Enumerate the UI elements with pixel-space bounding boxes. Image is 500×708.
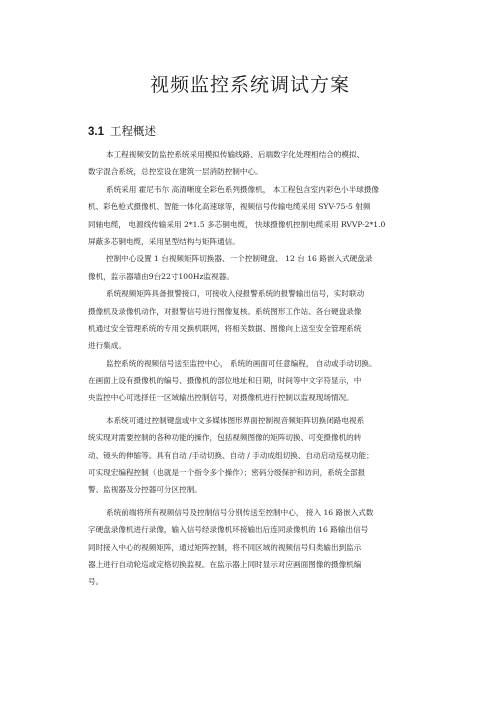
- text-line: 警、监视器及分控器可分区控制。: [88, 485, 202, 495]
- text-line: 摄像机及录像机动作，对报警信号进行图像复核。系统图形工作站、各台硬盘录像: [88, 306, 362, 316]
- text-line: 系统视频矩阵具备报警接口，可接收入侵报警系统的报警输出信号，实时联动: [106, 289, 365, 299]
- text-line: 屏蔽多芯铜电缆，采用星型结构与矩阵通信。: [88, 236, 240, 246]
- paragraph-front-end: [88, 504, 433, 591]
- text-line: 动、镜头的伸缩等。具有自动 /手动切换、自动 / 手动成组切换、自动启动巡视功能；: [88, 450, 374, 460]
- paragraph-overview: [88, 146, 433, 181]
- text-line: 监控系统的视频信号送至监控中心， 系统的画面可任意编程， 自动或手动切换。: [106, 358, 377, 368]
- text-line: 同时接入中心的视频矩阵，通过矩阵控制，将不同区域的视频信号归类输出到监示: [88, 542, 362, 552]
- text-line: 系统前端将所有视频信号及控制信号分别传送至控制中心， 接入 16 路嵌入式数: [106, 507, 374, 517]
- text-line: 数字混合系统，总控室设在建筑一层消防控制中心。: [88, 167, 263, 177]
- text-line: 进行集成。: [88, 341, 126, 351]
- section-title: 工程概述: [110, 124, 156, 138]
- text-line: 字硬盘录像机进行录像，输入信号经录像机环接输出后连同录像机的 16 路输出信号: [88, 525, 369, 535]
- paragraph-alarm: [88, 285, 433, 355]
- paragraph-cameras: [88, 181, 433, 251]
- text-line: 机、彩色枪式摄像机、智能一体化高速球等，视频信号传输电缆采用 SYV-75-5 射频: [88, 202, 371, 212]
- text-line: 系统采用 霍尼韦尔 高清晰度全彩色系列摄像机， 本工程包含室内彩色小半球摄像: [106, 184, 380, 194]
- text-line: 统实现对需要控制的各种功能的操作，包括视频图像的矩阵切换、可变摄像机的转: [88, 433, 362, 443]
- paragraph-control-center: [88, 250, 433, 285]
- document-title: 视频监控系统调试方案: [149, 74, 350, 96]
- text-line: 央监控中心可选择任一区域输出控制信号，对摄像机进行控制以监视现场情况。: [88, 393, 354, 403]
- text-line: 本系统可通过控制键盘或中文多媒体图形界面控制视音频矩阵切换闭路电视系: [106, 415, 365, 425]
- section-number: 3.1: [88, 126, 104, 138]
- text-line: 同轴电缆， 电源线传输采用 2*1.5 多芯铜电缆， 快球摄像机控制电缆采用 RVVP-2*1.0: [88, 219, 386, 229]
- text-line: 本工程视频安防监控系统采用模拟传输线路、后端数字化处理相结合的模拟、: [106, 150, 365, 159]
- text-line: 控制中心设置 1 台视频矩阵切换器、一个控制键盘、 12 台 16 路嵌入式硬盘录: [106, 254, 373, 264]
- text-line: 可实现宏编程控制（也就是一个指令多个操作）；密码分级保护和访问，系统全部报: [88, 468, 366, 478]
- paragraph-video-signal: [88, 355, 433, 407]
- text-line: 号。: [88, 577, 104, 587]
- text-line: 器上进行自动轮巡或定格切换监视。在监示器上同时显示对应画面图像的摄像机编: [88, 559, 362, 569]
- text-line: 在画面上设有摄像机的编号、摄像机的部位地址和日期，时间等中文字符显示，中: [88, 376, 362, 386]
- document-body: [88, 146, 433, 591]
- text-line: 机通过安全管理系统的专用交换机联网，将相关数据、图像向上送至安全管理系统: [88, 323, 362, 333]
- paragraph-keyboard-control: [88, 412, 433, 499]
- section-heading: [88, 123, 156, 139]
- text-line: 像机，监示器墙由9台22寸100Hz监视器。: [88, 271, 234, 281]
